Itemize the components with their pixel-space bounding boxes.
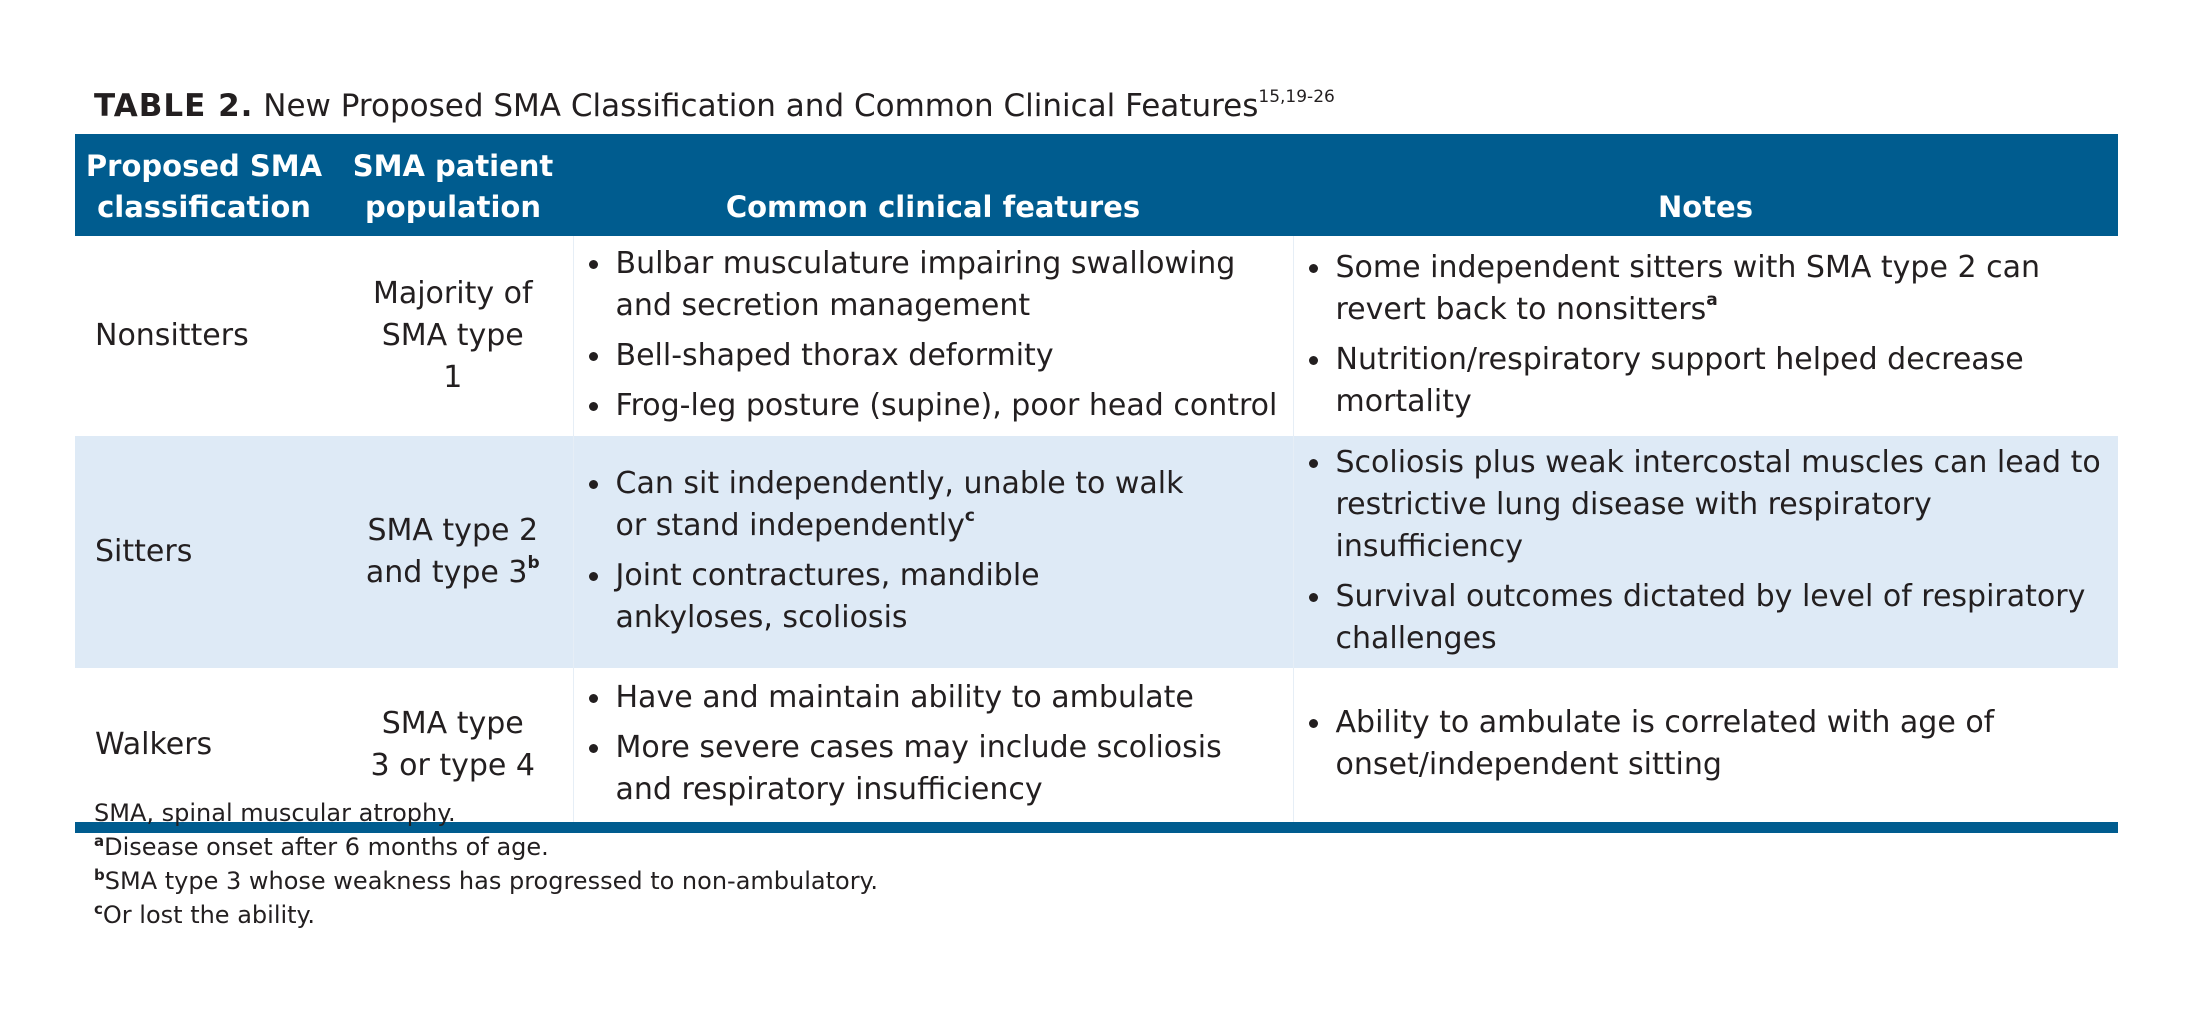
features-cell xyxy=(573,236,1293,436)
note-text: Some independent sitters with SMA type 2 can revert back to nonsitters xyxy=(1335,250,2040,327)
population-cell xyxy=(333,436,573,668)
footnote-marker: c xyxy=(964,506,975,526)
notes-list xyxy=(1304,442,2109,660)
notes-list xyxy=(1304,247,2109,423)
list-item: Bell-shaped thorax deformity xyxy=(584,335,1283,377)
footnote-text: SMA type 3 whose weakness has progressed to non-ambulatory. xyxy=(104,867,878,895)
features-cell xyxy=(573,436,1293,668)
footnote-b xyxy=(94,864,878,898)
notes-cell xyxy=(1293,436,2118,668)
notes-cell xyxy=(1293,236,2118,436)
features-list xyxy=(584,463,1204,639)
footnote-text: Disease onset after 6 months of age. xyxy=(104,833,549,861)
footnote-mark: b xyxy=(94,866,105,884)
header-notes: Notes xyxy=(1293,134,2118,236)
population-wrap xyxy=(363,510,543,594)
list-item: More severe cases may include scoliosis and respiratory insufficiency xyxy=(584,727,1283,811)
table-caption xyxy=(94,86,1335,126)
list-item: Have and maintain ability to ambulate xyxy=(584,677,1283,719)
footnote-c xyxy=(94,898,878,932)
list-item: Ability to ambulate is correlated with age of onset/independent sitting xyxy=(1304,702,2064,786)
list-item xyxy=(1304,339,2109,423)
footnote-mark: a xyxy=(94,832,105,850)
footnote-mark: c xyxy=(94,900,103,918)
population-cell xyxy=(333,236,573,436)
header-row xyxy=(75,134,2118,236)
list-item: Scoliosis plus weak intercostal muscles can lead to restrictive lung disease with respiratory insufficiency xyxy=(1304,442,2109,568)
population-text: SMA type 2 and type 3 xyxy=(365,513,539,590)
classification-cell: Walkers xyxy=(95,727,213,762)
table-row-nonsitters xyxy=(75,236,2118,436)
list-item xyxy=(584,555,1204,639)
features-list xyxy=(584,243,1283,427)
population-text: SMA type 3 or type 4 xyxy=(370,706,535,783)
footnote-abbreviation: SMA, spinal muscular atrophy. xyxy=(94,799,456,827)
list-item: Frog-leg posture (supine), poor head control xyxy=(584,385,1283,427)
note-text: Nutrition/respiratory support helped decrease mortality xyxy=(1335,342,2024,419)
feature-text: Can sit independently, unable to walk or stand independently xyxy=(615,466,1184,543)
list-item: Survival outcomes dictated by level of respiratory challenges xyxy=(1304,576,2109,660)
notes-cell xyxy=(1293,668,2118,822)
table-title: New Proposed SMA Classification and Common Clinical Features xyxy=(263,88,1259,124)
footnote-marker: a xyxy=(1706,290,1718,310)
population-text: Majority of SMA type 1 xyxy=(372,276,533,395)
list-item xyxy=(584,463,1204,547)
header-features: Common clinical features xyxy=(573,134,1293,236)
table-row-sitters xyxy=(75,436,2118,668)
list-item xyxy=(1304,247,2109,331)
classification-cell: Nonsitters xyxy=(95,318,249,353)
table-references: 15,19-26 xyxy=(1258,87,1335,107)
footnote-text: Or lost the ability. xyxy=(102,901,315,929)
header-classification: Proposed SMA classification xyxy=(75,134,333,236)
footnote-a xyxy=(94,830,878,864)
footnote-marker: b xyxy=(527,553,540,573)
header-population: SMA patient population xyxy=(333,134,573,236)
features-list xyxy=(584,677,1283,811)
notes-list xyxy=(1304,702,2064,786)
classification-cell: Sitters xyxy=(75,436,333,668)
table-footnotes xyxy=(94,796,878,932)
list-item: Bulbar musculature impairing swallowing and secretion management xyxy=(584,243,1283,327)
table-label: TABLE 2. xyxy=(94,88,254,124)
feature-text: Joint contractures, mandible ankyloses, scoliosis xyxy=(615,558,1040,635)
sma-classification-table xyxy=(75,134,2118,833)
